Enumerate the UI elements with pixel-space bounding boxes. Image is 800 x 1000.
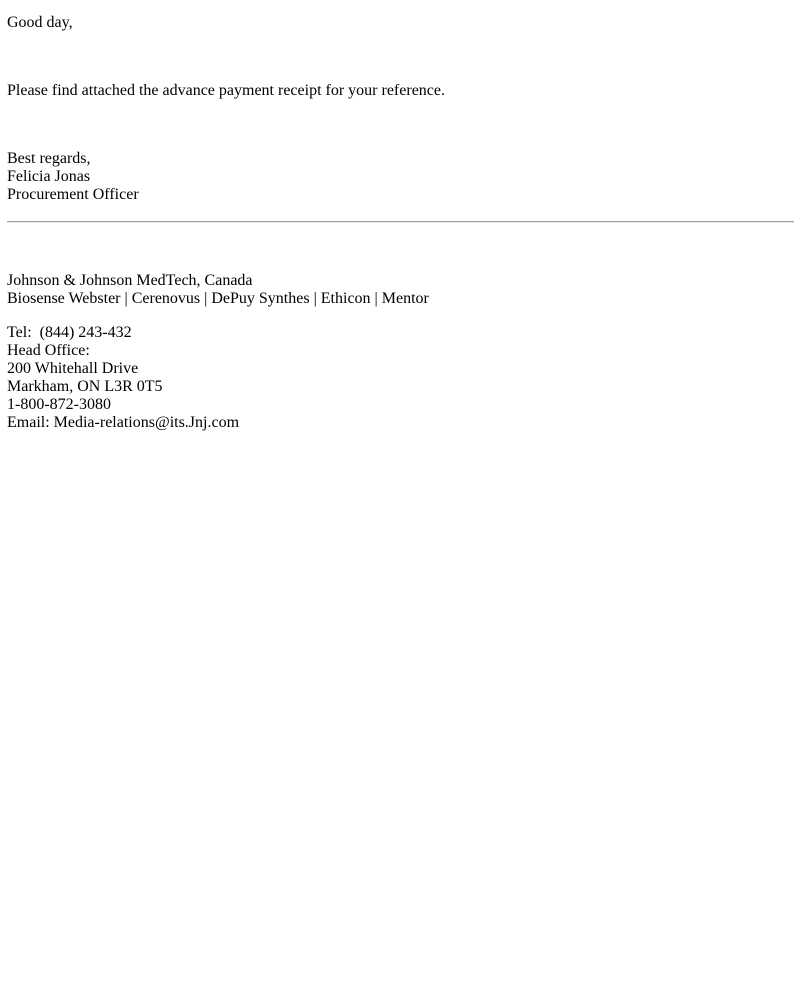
tel-line: Tel: (844) 243-432 (7, 324, 132, 341)
email-message (7, 14, 794, 204)
phone-number: 1-800-872-3080 (7, 396, 111, 413)
spacer (7, 100, 794, 150)
head-office-label: Head Office: (7, 342, 90, 359)
company-name: Johnson & Johnson MedTech, Canada (7, 272, 253, 289)
sender-title: Procurement Officer (7, 186, 139, 203)
email-label: Email: (7, 414, 54, 431)
brand-list: Biosense Webster | Cerenovus | DePuy Synthes | Ethicon | Mentor (7, 290, 429, 307)
email-signature (7, 272, 794, 432)
signature-divider (7, 221, 794, 223)
address-line-1: 200 Whitehall Drive (7, 360, 139, 377)
email-address-link[interactable]: Media-relations@its.Jnj.com (53, 414, 240, 431)
address-line-2: Markham, ON L3R 0T5 (7, 378, 163, 395)
email-line (7, 414, 794, 432)
greeting-text: Good day, (7, 14, 73, 31)
spacer (7, 308, 794, 324)
spacer (7, 32, 794, 82)
sender-name: Felicia Jonas (7, 168, 91, 185)
closing-text: Best regards, (7, 150, 91, 167)
body-text: Please find attached the advance payment receipt for your reference. (7, 82, 445, 99)
